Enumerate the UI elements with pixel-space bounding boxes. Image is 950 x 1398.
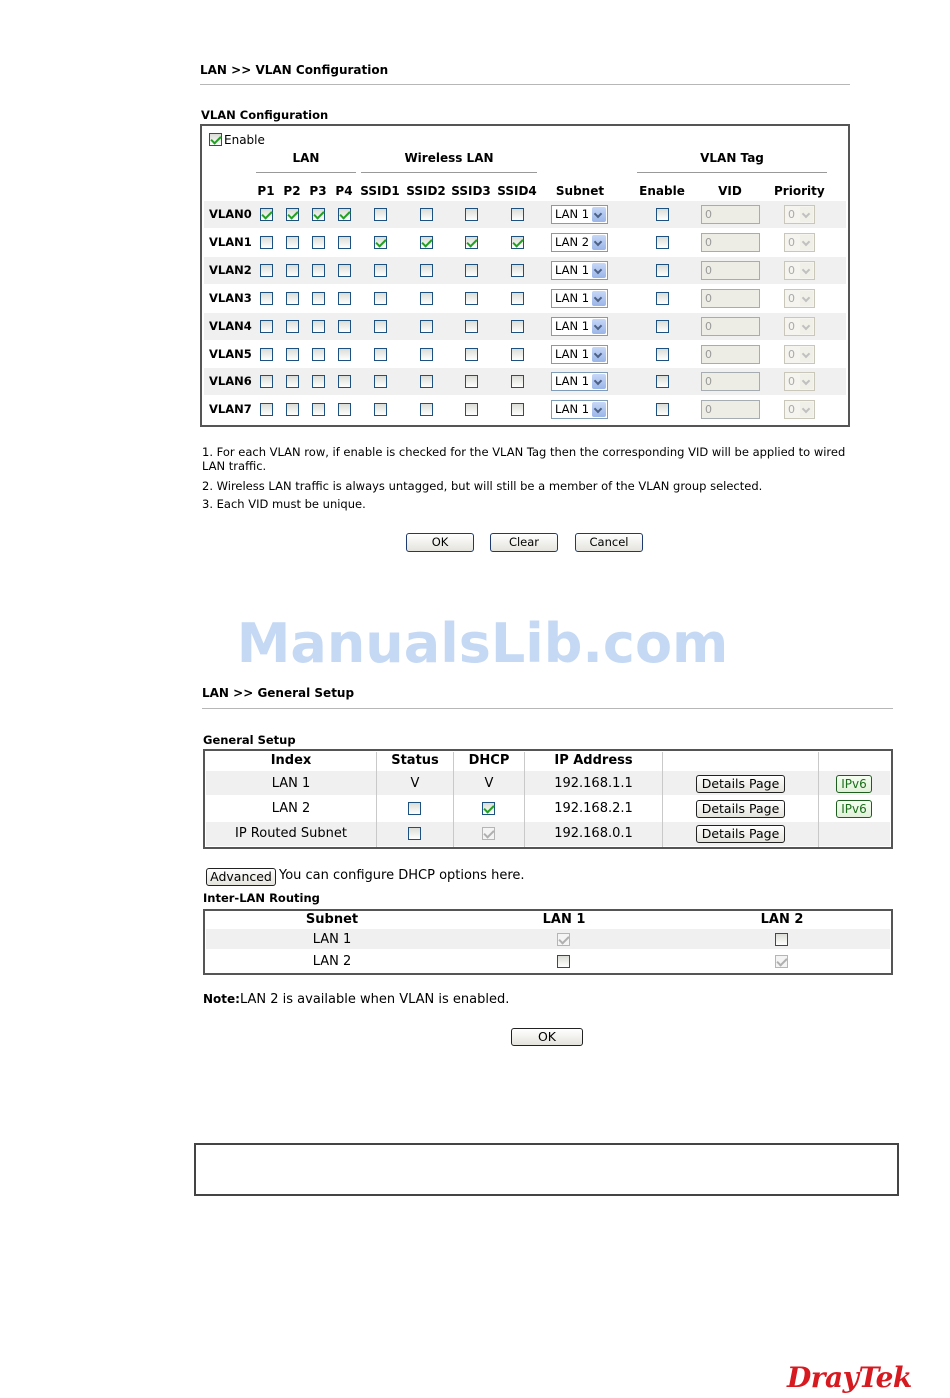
col-header-ssid3: SSID3: [451, 184, 491, 198]
vlan-member-checkbox[interactable]: [511, 236, 524, 249]
vlan-member-checkbox[interactable]: [420, 264, 433, 277]
vlan-member-checkbox[interactable]: [338, 320, 351, 333]
vlan-member-checkbox[interactable]: [260, 403, 273, 416]
vlan-member-checkbox[interactable]: [286, 348, 299, 361]
vlan-ok-button[interactable]: OK: [406, 533, 474, 552]
col-header-ip-address: IP Address: [554, 753, 633, 768]
dhcp-checkbox[interactable]: [482, 802, 495, 815]
vlan-member-checkbox[interactable]: [260, 264, 273, 277]
ipv6-button[interactable]: IPv6: [836, 800, 872, 818]
note-text: LAN 2 is available when VLAN is enabled.: [239, 992, 510, 1007]
lan-group-header: LAN: [292, 151, 320, 165]
subnet-select[interactable]: [551, 205, 608, 224]
vlan-member-checkbox[interactable]: [465, 236, 478, 249]
row-index: LAN 1: [271, 776, 311, 791]
vlan-member-checkbox[interactable]: [260, 320, 273, 333]
general-breadcrumb: LAN >> General Setup: [202, 686, 355, 700]
routing-lan1-checkbox[interactable]: [557, 955, 570, 968]
vlan-tag-enable-checkbox[interactable]: [656, 264, 669, 277]
col-header-index: Index: [270, 753, 312, 768]
lan-group-rule: [256, 172, 356, 173]
general-ok-button[interactable]: OK: [511, 1028, 583, 1046]
chevron-down-icon: [592, 291, 606, 306]
vid-input[interactable]: 0: [701, 233, 760, 252]
chevron-down-icon: [800, 263, 813, 278]
col-header-lan2: LAN 2: [760, 912, 804, 927]
vlan-note-2: 2. Wireless LAN traffic is always untagged, but will still be a member of the VLAN group selected.: [202, 479, 763, 493]
col-header-subnet: Subnet: [555, 184, 605, 198]
priority-select[interactable]: [784, 205, 815, 224]
vlan-enable-label: Enable: [224, 133, 265, 147]
col-header-subnet: Subnet: [305, 912, 359, 927]
vlan-member-checkbox[interactable]: [465, 208, 478, 221]
details-page-button[interactable]: Details Page: [696, 825, 785, 843]
priority-select-value: 0: [788, 291, 795, 305]
column-divider: [818, 752, 819, 847]
subnet-select[interactable]: [551, 289, 608, 308]
vid-input[interactable]: 0: [701, 400, 760, 419]
vlan-row-label: VLAN0: [209, 207, 252, 221]
vlan-tag-group-header: VLAN Tag: [700, 151, 764, 165]
vlan-member-checkbox[interactable]: [420, 236, 433, 249]
chevron-down-icon: [592, 374, 606, 389]
vlan-row-label: VLAN4: [209, 318, 252, 333]
vlan-member-checkbox[interactable]: [420, 320, 433, 333]
vlan-member-checkbox[interactable]: [286, 264, 299, 277]
priority-select-value: 0: [788, 263, 795, 277]
vlan-member-checkbox[interactable]: [465, 320, 478, 333]
vlan-member-checkbox[interactable]: [260, 292, 273, 305]
vlan-member-checkbox[interactable]: [374, 320, 387, 333]
row-status-value: V: [410, 776, 420, 791]
priority-select-value: 0: [788, 235, 795, 249]
vlan-member-checkbox[interactable]: [260, 375, 273, 388]
priority-select-value: 0: [788, 319, 795, 333]
priority-select[interactable]: [784, 345, 815, 364]
priority-select[interactable]: [784, 400, 815, 419]
vlan-tag-enable-checkbox[interactable]: [656, 320, 669, 333]
ipv6-button[interactable]: IPv6: [836, 775, 872, 793]
routing-row-subnet: LAN 1: [312, 932, 352, 947]
vlan-member-checkbox[interactable]: [312, 264, 325, 277]
vlan-member-checkbox[interactable]: [511, 292, 524, 305]
chevron-down-icon: [800, 235, 813, 250]
vlan-member-checkbox[interactable]: [420, 208, 433, 221]
vlan-row-label: VLAN3: [209, 290, 252, 305]
vlan-member-checkbox[interactable]: [465, 348, 478, 361]
vlan-row-label: VLAN7: [209, 402, 252, 417]
vlan-member-checkbox[interactable]: [511, 320, 524, 333]
vlan-member-checkbox[interactable]: [374, 375, 387, 388]
vlan-member-checkbox[interactable]: [338, 236, 351, 249]
empty-note-box: [194, 1143, 899, 1196]
details-page-button[interactable]: Details Page: [696, 775, 785, 793]
chevron-down-icon: [800, 402, 813, 417]
vlan-member-checkbox[interactable]: [374, 236, 387, 249]
vlan-member-checkbox[interactable]: [374, 292, 387, 305]
vlan-member-checkbox[interactable]: [338, 375, 351, 388]
watermark: ManualsLib.com: [236, 612, 729, 675]
priority-select[interactable]: [784, 317, 815, 336]
subnet-select[interactable]: [551, 345, 608, 364]
note-line: [203, 992, 509, 1007]
col-header-p3: P3: [309, 184, 327, 198]
vlan-member-checkbox[interactable]: [465, 264, 478, 277]
vlan-member-checkbox[interactable]: [286, 403, 299, 416]
vlan-member-checkbox[interactable]: [420, 292, 433, 305]
col-header-p4: P4: [335, 184, 353, 198]
priority-select-value: 0: [788, 403, 795, 417]
subnet-select[interactable]: [551, 233, 608, 252]
vlan-note-1: 1. For each VLAN row, if enable is checked for the VLAN Tag then the corresponding VID will be applied to wired LAN traffic.: [202, 445, 846, 473]
vlan-member-checkbox[interactable]: [312, 403, 325, 416]
vlan-member-checkbox[interactable]: [260, 236, 273, 249]
draytek-logo: DrayTek: [787, 1361, 912, 1394]
vlan-member-checkbox[interactable]: [465, 292, 478, 305]
details-page-button[interactable]: Details Page: [696, 800, 785, 818]
vid-input[interactable]: 0: [701, 289, 760, 308]
vlan-member-checkbox[interactable]: [286, 208, 299, 221]
vlan-member-checkbox[interactable]: [260, 208, 273, 221]
vlan-member-checkbox[interactable]: [374, 208, 387, 221]
subnet-select-value: LAN 2: [555, 234, 590, 249]
col-header-lan1: LAN 1: [542, 912, 586, 927]
vlan-tag-enable-checkbox[interactable]: [656, 348, 669, 361]
routing-lan2-checkbox[interactable]: [775, 933, 788, 946]
wireless-group-rule: [361, 172, 537, 173]
row-ip-address: 192.168.1.1: [554, 776, 633, 791]
vlan-enable-checkbox[interactable]: [209, 133, 222, 146]
row-ip-address: 192.168.0.1: [554, 826, 633, 841]
row-index: LAN 2: [271, 801, 311, 816]
col-header-status: Status: [391, 753, 439, 768]
subnet-select[interactable]: [551, 372, 608, 391]
subnet-select-value: LAN 1: [555, 318, 590, 333]
vlan-member-checkbox[interactable]: [511, 348, 524, 361]
vlan-member-checkbox[interactable]: [286, 292, 299, 305]
divider: [202, 708, 893, 709]
vlan-tag-group-rule: [637, 172, 827, 173]
col-header-dhcp: DHCP: [468, 753, 510, 768]
chevron-down-icon: [800, 319, 813, 334]
vlan-tag-enable-checkbox[interactable]: [656, 236, 669, 249]
status-checkbox[interactable]: [408, 802, 421, 815]
vlan-member-checkbox[interactable]: [286, 320, 299, 333]
general-section-title: General Setup: [203, 733, 296, 747]
vid-input[interactable]: 0: [701, 205, 760, 224]
vlan-clear-button[interactable]: Clear: [490, 533, 558, 552]
vlan-note-3: 3. Each VID must be unique.: [202, 497, 366, 511]
vlan-member-checkbox[interactable]: [338, 292, 351, 305]
vlan-row-label: VLAN1: [209, 234, 252, 249]
subnet-select-value: LAN 1: [555, 262, 590, 277]
vlan-member-checkbox[interactable]: [260, 348, 273, 361]
priority-select[interactable]: [784, 261, 815, 280]
vlan-member-checkbox[interactable]: [312, 292, 325, 305]
subnet-select[interactable]: [551, 261, 608, 280]
vlan-cancel-button[interactable]: Cancel: [575, 533, 643, 552]
vlan-member-checkbox[interactable]: [420, 375, 433, 388]
vlan-member-checkbox[interactable]: [312, 236, 325, 249]
vlan-member-checkbox[interactable]: [511, 208, 524, 221]
vlan-tag-enable-checkbox[interactable]: [656, 403, 669, 416]
vlan-member-checkbox[interactable]: [286, 375, 299, 388]
vlan-member-checkbox[interactable]: [511, 264, 524, 277]
row-dhcp-value: V: [484, 776, 494, 791]
vlan-member-checkbox[interactable]: [374, 348, 387, 361]
divider: [200, 84, 850, 85]
wireless-group-header: Wireless LAN: [404, 151, 494, 165]
dhcp-checkbox: [482, 827, 495, 840]
priority-select[interactable]: [784, 372, 815, 391]
vlan-member-checkbox[interactable]: [374, 403, 387, 416]
vlan-member-checkbox[interactable]: [465, 403, 478, 416]
vlan-tag-enable-checkbox[interactable]: [656, 208, 669, 221]
chevron-down-icon: [800, 347, 813, 362]
vlan-section-title: VLAN Configuration: [201, 108, 329, 122]
chevron-down-icon: [592, 207, 606, 222]
chevron-down-icon: [592, 402, 606, 417]
chevron-down-icon: [592, 235, 606, 250]
priority-select-value: 0: [788, 347, 795, 361]
chevron-down-icon: [592, 347, 606, 362]
advanced-help-text: You can configure DHCP options here.: [279, 868, 525, 883]
vid-input[interactable]: 0: [701, 345, 760, 364]
col-header-p1: P1: [257, 184, 275, 198]
chevron-down-icon: [592, 319, 606, 334]
col-header-ssid2: SSID2: [406, 184, 446, 198]
vlan-member-checkbox[interactable]: [374, 264, 387, 277]
vlan-member-checkbox[interactable]: [338, 348, 351, 361]
vlan-member-checkbox[interactable]: [312, 375, 325, 388]
col-header-p2: P2: [283, 184, 301, 198]
inter-lan-routing-title: Inter-LAN Routing: [203, 891, 320, 905]
subnet-select-value: LAN 1: [555, 290, 590, 305]
routing-lan1-checkbox: [557, 933, 570, 946]
chevron-down-icon: [592, 263, 606, 278]
vid-input[interactable]: 0: [701, 317, 760, 336]
vlan-member-checkbox[interactable]: [420, 348, 433, 361]
vlan-member-checkbox[interactable]: [312, 348, 325, 361]
vlan-member-checkbox[interactable]: [286, 236, 299, 249]
priority-select-value: 0: [788, 208, 795, 221]
chevron-down-icon: [800, 207, 813, 222]
subnet-select-value: LAN 1: [555, 374, 590, 389]
vlan-member-checkbox[interactable]: [338, 208, 351, 221]
col-header-ssid1: SSID1: [360, 184, 400, 198]
subnet-select[interactable]: [551, 400, 608, 419]
subnet-select-value: LAN 1: [555, 346, 590, 361]
vlan-member-checkbox[interactable]: [312, 320, 325, 333]
routing-row-subnet: LAN 2: [312, 954, 352, 969]
vlan-tag-enable-checkbox[interactable]: [656, 292, 669, 305]
vlan-member-checkbox[interactable]: [465, 375, 478, 388]
column-divider: [662, 752, 663, 847]
vlan-row-label: VLAN5: [209, 346, 252, 361]
priority-select[interactable]: [784, 289, 815, 308]
vlan-member-checkbox[interactable]: [511, 375, 524, 388]
vlan-member-checkbox[interactable]: [420, 403, 433, 416]
row-index: IP Routed Subnet: [234, 826, 347, 841]
routing-lan2-checkbox: [775, 955, 788, 968]
advanced-button[interactable]: Advanced: [206, 868, 276, 886]
subnet-select-value: LAN 1: [555, 402, 590, 417]
vlan-member-checkbox[interactable]: [511, 403, 524, 416]
vid-input[interactable]: 0: [701, 261, 760, 280]
vlan-member-checkbox[interactable]: [312, 208, 325, 221]
status-checkbox[interactable]: [408, 827, 421, 840]
subnet-select[interactable]: [551, 317, 608, 336]
col-header-vid: VID: [718, 184, 742, 198]
vlan-member-checkbox[interactable]: [338, 264, 351, 277]
vlan-tag-enable-checkbox[interactable]: [656, 375, 669, 388]
note-label: Note:: [203, 992, 240, 1006]
vid-input[interactable]: 0: [701, 372, 760, 391]
vlan-member-checkbox[interactable]: [338, 403, 351, 416]
chevron-down-icon: [800, 374, 813, 389]
row-ip-address: 192.168.2.1: [554, 801, 633, 816]
priority-select-value: 0: [788, 375, 795, 389]
col-header-ssid4: SSID4: [497, 184, 537, 198]
vlan-row-label: VLAN6: [209, 374, 252, 389]
vlan-row-label: VLAN2: [209, 262, 252, 277]
col-header-enable: Enable: [639, 184, 685, 198]
vlan-breadcrumb: LAN >> VLAN Configuration: [200, 63, 389, 77]
chevron-down-icon: [800, 291, 813, 306]
col-header-priority: Priority: [774, 184, 825, 198]
priority-select[interactable]: [784, 233, 815, 252]
subnet-select-value: LAN 1: [555, 207, 590, 221]
